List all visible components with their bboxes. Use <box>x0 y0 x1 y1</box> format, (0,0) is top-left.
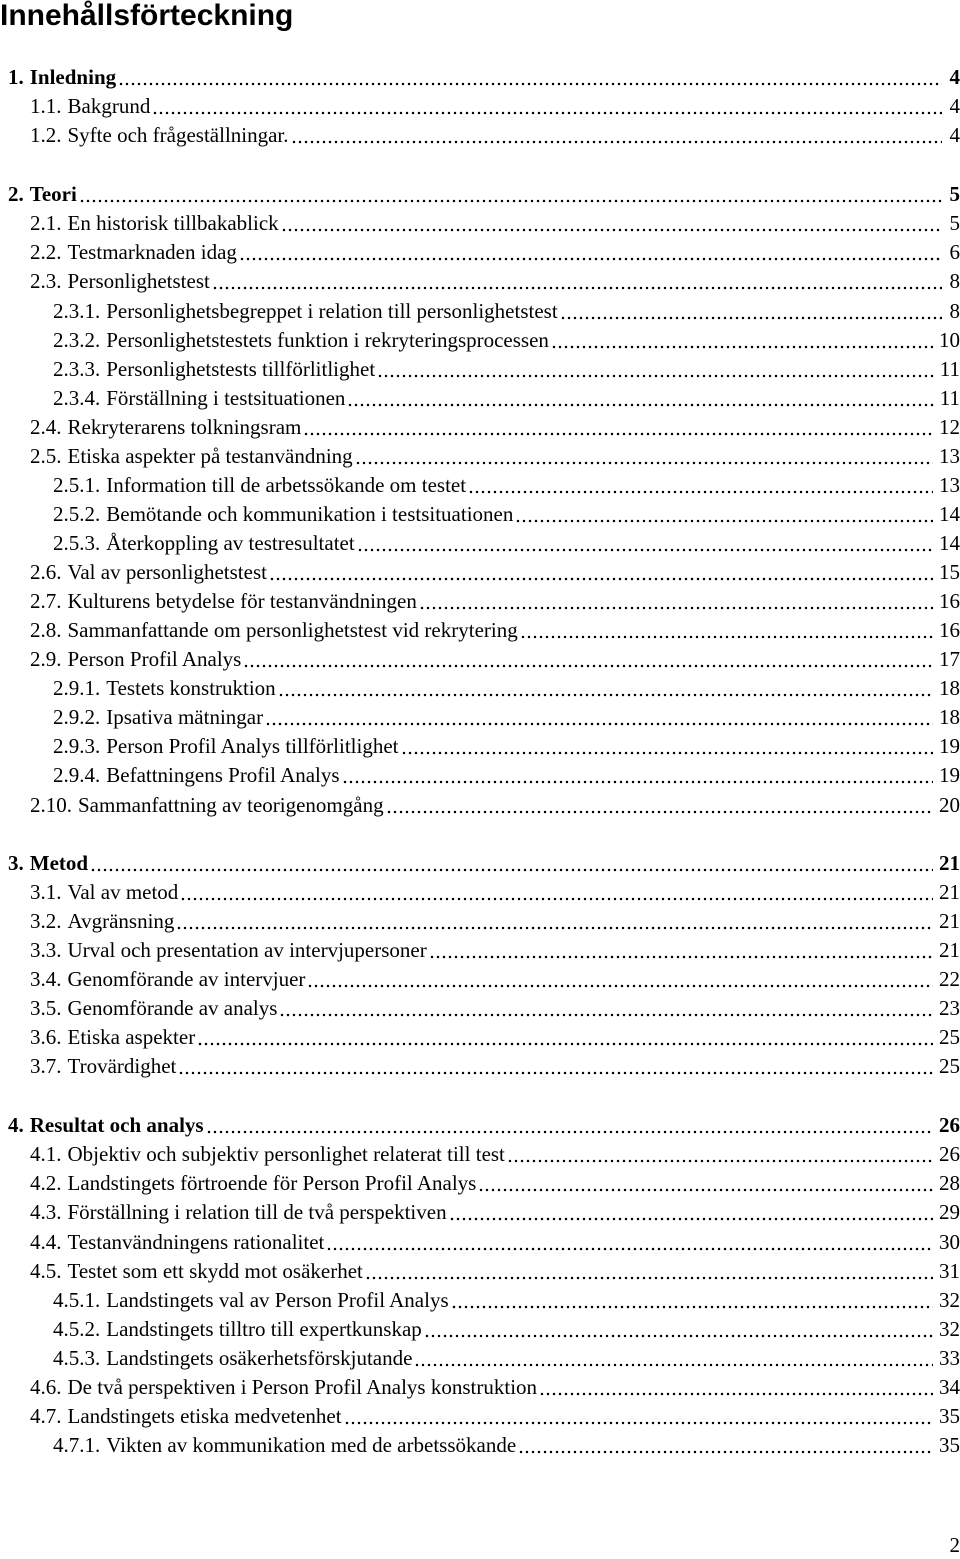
toc-leader-dots <box>386 810 933 814</box>
toc-entry-number: 2.9.3. <box>53 734 101 758</box>
toc-entry-page: 14 <box>939 502 960 526</box>
toc-leader-dots <box>507 1159 933 1163</box>
toc-entry-number: 2.1. <box>30 211 62 235</box>
toc-leader-dots <box>551 345 933 349</box>
page-number: 2 <box>949 1533 960 1557</box>
toc-entry-page: 11 <box>939 357 960 381</box>
toc-entry-label: Testanvändningens rationalitet <box>67 1230 325 1254</box>
toc-entry-label: Förställning i testsituationen <box>106 386 346 410</box>
toc-entry-page: 17 <box>939 647 960 671</box>
toc-entry-number: 3.4. <box>30 967 62 991</box>
toc-entry-number: 4.6. <box>30 1375 62 1399</box>
toc-leader-dots <box>178 1071 933 1075</box>
toc-entry[interactable] <box>0 92 960 121</box>
toc-leader-dots <box>449 1217 933 1221</box>
toc-entry-label: Bemötande och kommunikation i testsituationen <box>106 502 514 526</box>
toc-entry[interactable] <box>0 1315 960 1344</box>
toc-entry-label: Sammanfattande om personlighetstest vid rekrytering <box>67 618 518 642</box>
toc-entry-page: 35 <box>939 1404 960 1428</box>
toc-entry[interactable] <box>0 587 960 616</box>
toc-entry-number: 2.3. <box>30 269 62 293</box>
toc-entry-page: 29 <box>939 1200 960 1224</box>
toc-leader-dots <box>239 257 942 261</box>
toc-leader-dots <box>451 1305 933 1309</box>
toc-entry-label: Teori <box>29 182 77 206</box>
toc-entry-number: 4.5.3. <box>53 1346 101 1370</box>
toc-entry-page: 4 <box>949 123 960 147</box>
toc-leader-dots <box>326 1247 933 1251</box>
toc-entry-label: Inledning <box>29 65 117 89</box>
toc-entry-page: 21 <box>939 851 960 875</box>
toc-leader-dots <box>279 1013 933 1017</box>
toc-entry-number: 3.5. <box>30 996 62 1020</box>
toc-entry-number: 2.5.3. <box>53 531 101 555</box>
toc-entry-label: Etiska aspekter på testanvändning <box>67 444 353 468</box>
toc-entry-number: 3.7. <box>30 1054 62 1078</box>
toc-entry-page: 26 <box>939 1113 960 1137</box>
toc-entry-label: Landstingets tilltro till expertkunskap <box>106 1317 422 1341</box>
toc-leader-dots <box>212 286 942 290</box>
toc-entry[interactable] <box>0 1228 960 1257</box>
toc-leader-dots <box>347 403 933 407</box>
toc-entry[interactable] <box>0 791 960 820</box>
toc-leader-dots <box>118 82 942 86</box>
toc-entry-page: 34 <box>939 1375 960 1399</box>
toc-entry-label: Syfte och frågeställningar. <box>67 123 289 147</box>
toc-entry-page: 14 <box>939 531 960 555</box>
toc-entry-label: Personlighetsbegreppet i relation till personlighetstest <box>106 299 558 323</box>
toc-entry-page: 4 <box>949 65 960 89</box>
toc-entry-label: Bakgrund <box>67 94 151 118</box>
toc-entry-page: 21 <box>939 880 960 904</box>
toc-entry-label: Personlighetstestets funktion i rekryteringsprocessen <box>106 328 549 352</box>
toc-entry[interactable] <box>0 1023 960 1052</box>
toc-entry-label: Rekryterarens tolkningsram <box>67 415 302 439</box>
toc-entry-page: 12 <box>939 415 960 439</box>
toc-entry[interactable] <box>0 936 960 965</box>
toc-entry-page: 25 <box>939 1025 960 1049</box>
toc-entry[interactable] <box>0 907 960 936</box>
toc-entry[interactable] <box>0 1111 960 1140</box>
toc-leader-dots <box>90 868 933 872</box>
toc-leader-dots <box>79 199 942 203</box>
toc-entry[interactable] <box>0 878 960 907</box>
toc-entry-label: Landstingets etiska medvetenhet <box>67 1404 342 1428</box>
toc-entry-number: 2.3.1. <box>53 299 101 323</box>
toc-entry-label: Urval och presentation av intervjupersoner <box>67 938 427 962</box>
toc-entry-label: De två perspektiven i Person Profil Analys konstruktion <box>67 1375 538 1399</box>
toc-entry-label: Befattningens Profil Analys <box>106 763 340 787</box>
toc-entry[interactable] <box>0 732 960 761</box>
toc-entry[interactable] <box>0 238 960 267</box>
toc-entry[interactable] <box>0 645 960 674</box>
toc-entry[interactable] <box>0 413 960 442</box>
toc-entry-page: 32 <box>939 1317 960 1341</box>
toc-entry-page: 16 <box>939 589 960 613</box>
toc-entry-label: Landstingets val av Person Profil Analys <box>106 1288 449 1312</box>
toc-leader-dots <box>176 926 933 930</box>
toc-entry[interactable] <box>0 1140 960 1169</box>
toc-entry-number: 4.5.1. <box>53 1288 101 1312</box>
toc-entry-page: 20 <box>939 793 960 817</box>
toc-entry-label: Val av personlighetstest <box>67 560 267 584</box>
toc-entry-label: Val av metod <box>67 880 179 904</box>
toc-entry[interactable] <box>0 1402 960 1431</box>
toc-entry-label: Personlighetstest <box>67 269 210 293</box>
toc-entry-page: 15 <box>939 560 960 584</box>
toc-entry-page: 8 <box>949 299 960 323</box>
toc-entry-page: 11 <box>939 386 960 410</box>
toc-entry[interactable] <box>0 1052 960 1081</box>
toc-entry-page: 31 <box>939 1259 960 1283</box>
toc-leader-dots <box>180 897 933 901</box>
toc-entry-number: 2.9.2. <box>53 705 101 729</box>
toc-entry-page: 25 <box>939 1054 960 1078</box>
page-title: Innehållsförteckning <box>0 0 294 32</box>
toc-entry-page: 19 <box>939 734 960 758</box>
toc-entry-page: 23 <box>939 996 960 1020</box>
toc-entry-label: Testmarknaden idag <box>67 240 237 264</box>
toc-entry[interactable] <box>0 1373 960 1402</box>
toc-entry-number: 4.7.1. <box>53 1433 101 1457</box>
toc-entry[interactable] <box>0 1344 960 1373</box>
toc-leader-dots <box>365 1276 933 1280</box>
toc-entry-number: 2.5.2. <box>53 502 101 526</box>
toc-entry-number: 4.4. <box>30 1230 62 1254</box>
toc-entry-label: Förställning i relation till de två perspektiven <box>67 1200 447 1224</box>
toc-entry[interactable] <box>0 500 960 529</box>
toc-leader-dots <box>468 490 933 494</box>
toc-entry-number: 2.5.1. <box>53 473 101 497</box>
toc-entry-label: Ipsativa mätningar <box>106 705 264 729</box>
toc-leader-dots <box>424 1334 933 1338</box>
toc-entry-number: 4.1. <box>30 1142 62 1166</box>
toc-leader-dots <box>342 780 933 784</box>
toc-entry-number: 4.5.2. <box>53 1317 101 1341</box>
toc-entry[interactable] <box>0 471 960 500</box>
toc-entry-number: 2.9.4. <box>53 763 101 787</box>
toc-leader-dots <box>152 111 942 115</box>
toc-leader-dots <box>518 1450 933 1454</box>
toc-leader-dots <box>307 984 933 988</box>
toc-leader-dots <box>291 140 942 144</box>
toc-entry-page: 13 <box>939 444 960 468</box>
toc-entry-number: 3.3. <box>30 938 62 962</box>
toc-entry-page: 30 <box>939 1230 960 1254</box>
toc-leader-dots <box>520 635 933 639</box>
toc-entry[interactable] <box>0 267 960 296</box>
toc-entry[interactable] <box>0 1286 960 1315</box>
toc-entry[interactable] <box>0 558 960 587</box>
toc-entry-label: Etiska aspekter <box>67 1025 196 1049</box>
toc-entry[interactable] <box>0 1257 960 1286</box>
toc-leader-dots <box>278 693 933 697</box>
toc-entry-number: 4. <box>8 1113 24 1137</box>
toc-leader-dots <box>377 374 934 378</box>
toc-entry-page: 32 <box>939 1288 960 1312</box>
toc-leader-dots <box>355 461 933 465</box>
toc-entry-label: Person Profil Analys <box>67 647 242 671</box>
toc-entry[interactable] <box>0 994 960 1023</box>
toc-leader-dots <box>560 316 942 320</box>
toc-entry[interactable] <box>0 355 960 384</box>
toc-entry-page: 8 <box>949 269 960 293</box>
toc-leader-dots <box>269 577 933 581</box>
toc-entry-number: 2.4. <box>30 415 62 439</box>
toc-entry-page: 13 <box>939 473 960 497</box>
toc-entry-label: Trovärdighet <box>67 1054 177 1078</box>
toc-entry-label: Personlighetstests tillförlitlighet <box>106 357 376 381</box>
toc-entry-page: 33 <box>939 1346 960 1370</box>
toc-entry[interactable] <box>0 761 960 790</box>
toc-entry-page: 19 <box>939 763 960 787</box>
toc-entry[interactable] <box>0 1198 960 1227</box>
toc-entry-page: 21 <box>939 938 960 962</box>
toc-entry[interactable] <box>0 849 960 878</box>
toc-entry[interactable] <box>0 326 960 355</box>
toc-entry-label: Återkoppling av testresultatet <box>106 531 355 555</box>
toc-entry-number: 2.3.2. <box>53 328 101 352</box>
toc-entry-page: 28 <box>939 1171 960 1195</box>
toc-entry-page: 35 <box>939 1433 960 1457</box>
toc-entry[interactable] <box>0 529 960 558</box>
toc-entry[interactable] <box>0 121 960 150</box>
toc-entry[interactable] <box>0 1169 960 1198</box>
toc-entry-label: Testets konstruktion <box>106 676 276 700</box>
toc-entry[interactable] <box>0 674 960 703</box>
toc-entry-page: 18 <box>939 705 960 729</box>
toc-entry-number: 3. <box>8 851 24 875</box>
toc-leader-dots <box>206 1130 933 1134</box>
toc-entry-label: Sammanfattning av teorigenomgång <box>78 793 384 817</box>
toc-leader-dots <box>414 1363 933 1367</box>
toc-entry-number: 3.2. <box>30 909 62 933</box>
toc-entry[interactable] <box>0 965 960 994</box>
toc-entry-number: 2.5. <box>30 444 62 468</box>
toc-entry-number: 2. <box>8 182 24 206</box>
toc-entry[interactable] <box>0 616 960 645</box>
toc-leader-dots <box>539 1392 933 1396</box>
toc-entry-label: Person Profil Analys tillförlitlighet <box>106 734 399 758</box>
toc-leader-dots <box>419 606 933 610</box>
toc-entry[interactable] <box>0 1431 960 1460</box>
toc-leader-dots <box>478 1188 933 1192</box>
toc-entry-page: 5 <box>949 182 960 206</box>
toc-entry-label: Testet som ett skydd mot osäkerhet <box>67 1259 363 1283</box>
toc-entry-number: 2.2. <box>30 240 62 264</box>
toc-entry-number: 4.2. <box>30 1171 62 1195</box>
toc-entry-number: 1. <box>8 65 24 89</box>
toc-entry-label: Objektiv och subjektiv personlighet relaterat till test <box>67 1142 505 1166</box>
toc-entry[interactable] <box>0 297 960 326</box>
toc-entry-number: 4.5. <box>30 1259 62 1283</box>
toc-entry-label: Kulturens betydelse för testanvändningen <box>67 589 417 613</box>
toc-leader-dots <box>515 519 933 523</box>
toc-entry-page: 16 <box>939 618 960 642</box>
toc-entry-number: 1.1. <box>30 94 62 118</box>
toc-entry[interactable] <box>0 63 960 92</box>
toc-entry-number: 2.3.3. <box>53 357 101 381</box>
toc-entry-page: 6 <box>949 240 960 264</box>
toc-leader-dots <box>265 722 933 726</box>
toc-entry[interactable] <box>0 180 960 209</box>
toc-entry[interactable] <box>0 442 960 471</box>
toc-leader-dots <box>197 1042 933 1046</box>
toc-entry-label: Information till de arbetssökande om testet <box>106 473 467 497</box>
toc-leader-dots <box>344 1421 933 1425</box>
toc-leader-dots <box>429 955 933 959</box>
toc-entry-page: 21 <box>939 909 960 933</box>
toc-entry-number: 2.9.1. <box>53 676 101 700</box>
toc-leader-dots <box>303 432 933 436</box>
toc-leader-dots <box>401 751 934 755</box>
toc-entry-number: 2.6. <box>30 560 62 584</box>
toc-leader-dots <box>281 228 942 232</box>
toc-entry-number: 2.9. <box>30 647 62 671</box>
toc-entry-label: Metod <box>29 851 89 875</box>
toc-entry-number: 4.3. <box>30 1200 62 1224</box>
toc-entry-number: 3.1. <box>30 880 62 904</box>
toc-entry-number: 3.6. <box>30 1025 62 1049</box>
toc-entry-number: 2.7. <box>30 589 62 613</box>
toc-entry[interactable] <box>0 209 960 238</box>
toc-entry-number: 2.8. <box>30 618 62 642</box>
toc-entry-page: 10 <box>939 328 960 352</box>
toc-entry-page: 18 <box>939 676 960 700</box>
toc-entry-page: 26 <box>939 1142 960 1166</box>
toc-entry-page: 5 <box>949 211 960 235</box>
toc-entry-label: Vikten av kommunikation med de arbetssökande <box>106 1433 517 1457</box>
toc-entry[interactable] <box>0 384 960 413</box>
toc-entry-label: Avgränsning <box>67 909 175 933</box>
toc-entry-label: Landstingets förtroende för Person Profil Analys <box>67 1171 477 1195</box>
toc-entry[interactable] <box>0 703 960 732</box>
toc-entry-number: 2.10. <box>30 793 72 817</box>
toc-entry-label: Landstingets osäkerhetsförskjutande <box>106 1346 413 1370</box>
toc-entry-label: En historisk tillbakablick <box>67 211 279 235</box>
toc-entry-number: 4.7. <box>30 1404 62 1428</box>
toc-leader-dots <box>243 664 933 668</box>
toc-entry-page: 22 <box>939 967 960 991</box>
toc-entry-label: Resultat och analys <box>29 1113 204 1137</box>
toc-entry-number: 2.3.4. <box>53 386 101 410</box>
toc-entry-number: 1.2. <box>30 123 62 147</box>
toc-entry-label: Genomförande av intervjuer <box>67 967 306 991</box>
toc-entry-page: 4 <box>949 94 960 118</box>
toc-entry-label: Genomförande av analys <box>67 996 278 1020</box>
toc-leader-dots <box>357 548 933 552</box>
